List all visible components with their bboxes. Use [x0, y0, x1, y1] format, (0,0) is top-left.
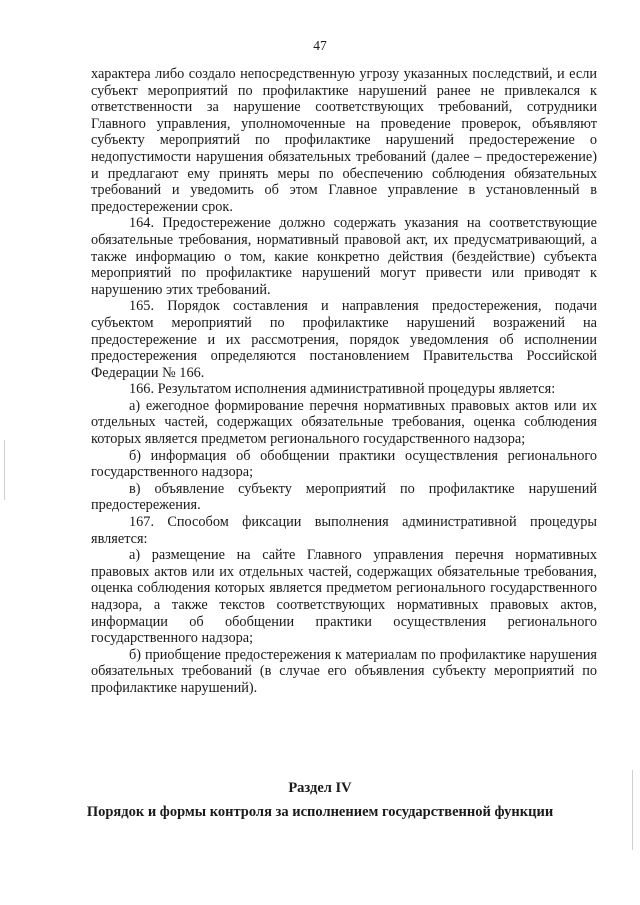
paragraph-167: 167. Способом фиксации выполнения административной процедуры является:	[91, 514, 597, 547]
page-number: 47	[313, 38, 327, 53]
paragraph-165: 165. Порядок составления и направления предостережения, подачи субъектом мероприятий по профилактике нарушений возражений на предостережение и их рассмотрения, порядок уведомления об исполнении предостережения определяются постановлением Правительства Российской Федерации № 166.	[91, 298, 597, 381]
paragraph-167-a: а) размещение на сайте Главного управления перечня нормативных правовых актов или их отдельных частей, содержащих обязательные требования, оценка соблюдения которых является предметом регионального государственного надзора, а также текстов соответствующих нормативных правовых актов, информации об обобщении практики осуществления регионального государственного надзора;	[91, 547, 597, 647]
paragraph-166-v: в) объявление субъекту мероприятий по профилактике нарушений предостережения.	[91, 480, 597, 514]
paragraph-166-b: б) информация об обобщении практики осуществления регионального государственного надзора;	[91, 447, 597, 481]
document-body	[91, 66, 597, 697]
paragraph-164: 164. Предостережение должно содержать указания на соответствующие обязательные требования, нормативный правовой акт, их предусматривающий, а также информацию о том, какие конкретно действия (бездействие) субъекта мероприятий по профилактике нарушений могут привести или приводят к нарушению этих требований.	[91, 215, 597, 298]
paragraph-166-a: а) ежегодное формирование перечня нормативных правовых актов или их отдельных частей, содержащих обязательные требования, оценка соблюдения которых является предметом регионального государственного надзора;	[91, 397, 597, 448]
scan-edge-mark-right	[632, 770, 633, 850]
paragraph-166: 166. Результатом исполнения административной процедуры является:	[129, 381, 556, 398]
paragraph-continuation: характера либо создало непосредственную угрозу указанных последствий, и если субъект мероприятий по профилактике нарушений ранее не привлекался к ответственности за нарушение соответствующих требований, сотрудники Главного управления, уполномоченные на проведение проверок, объявляют субъекту мероприятий по профилактике нарушений предостережение о недопустимости нарушения обязательных требований (далее – предостережение) и предлагают ему принять меры по обеспечению соблюдения обязательных требований и уведомить об этом Главное управление в установленный в предостережении срок.	[91, 66, 597, 215]
paragraph-167-b: б) приобщение предостережения к материалам по профилактике нарушения обязательных требований (в случае его объявления субъекту мероприятий по профилактике нарушений).	[91, 646, 597, 696]
scan-edge-mark-left	[4, 440, 5, 500]
section-heading: Раздел IV	[288, 780, 352, 796]
section-title: Порядок и формы контроля за исполнением государственной функции	[86, 804, 554, 820]
